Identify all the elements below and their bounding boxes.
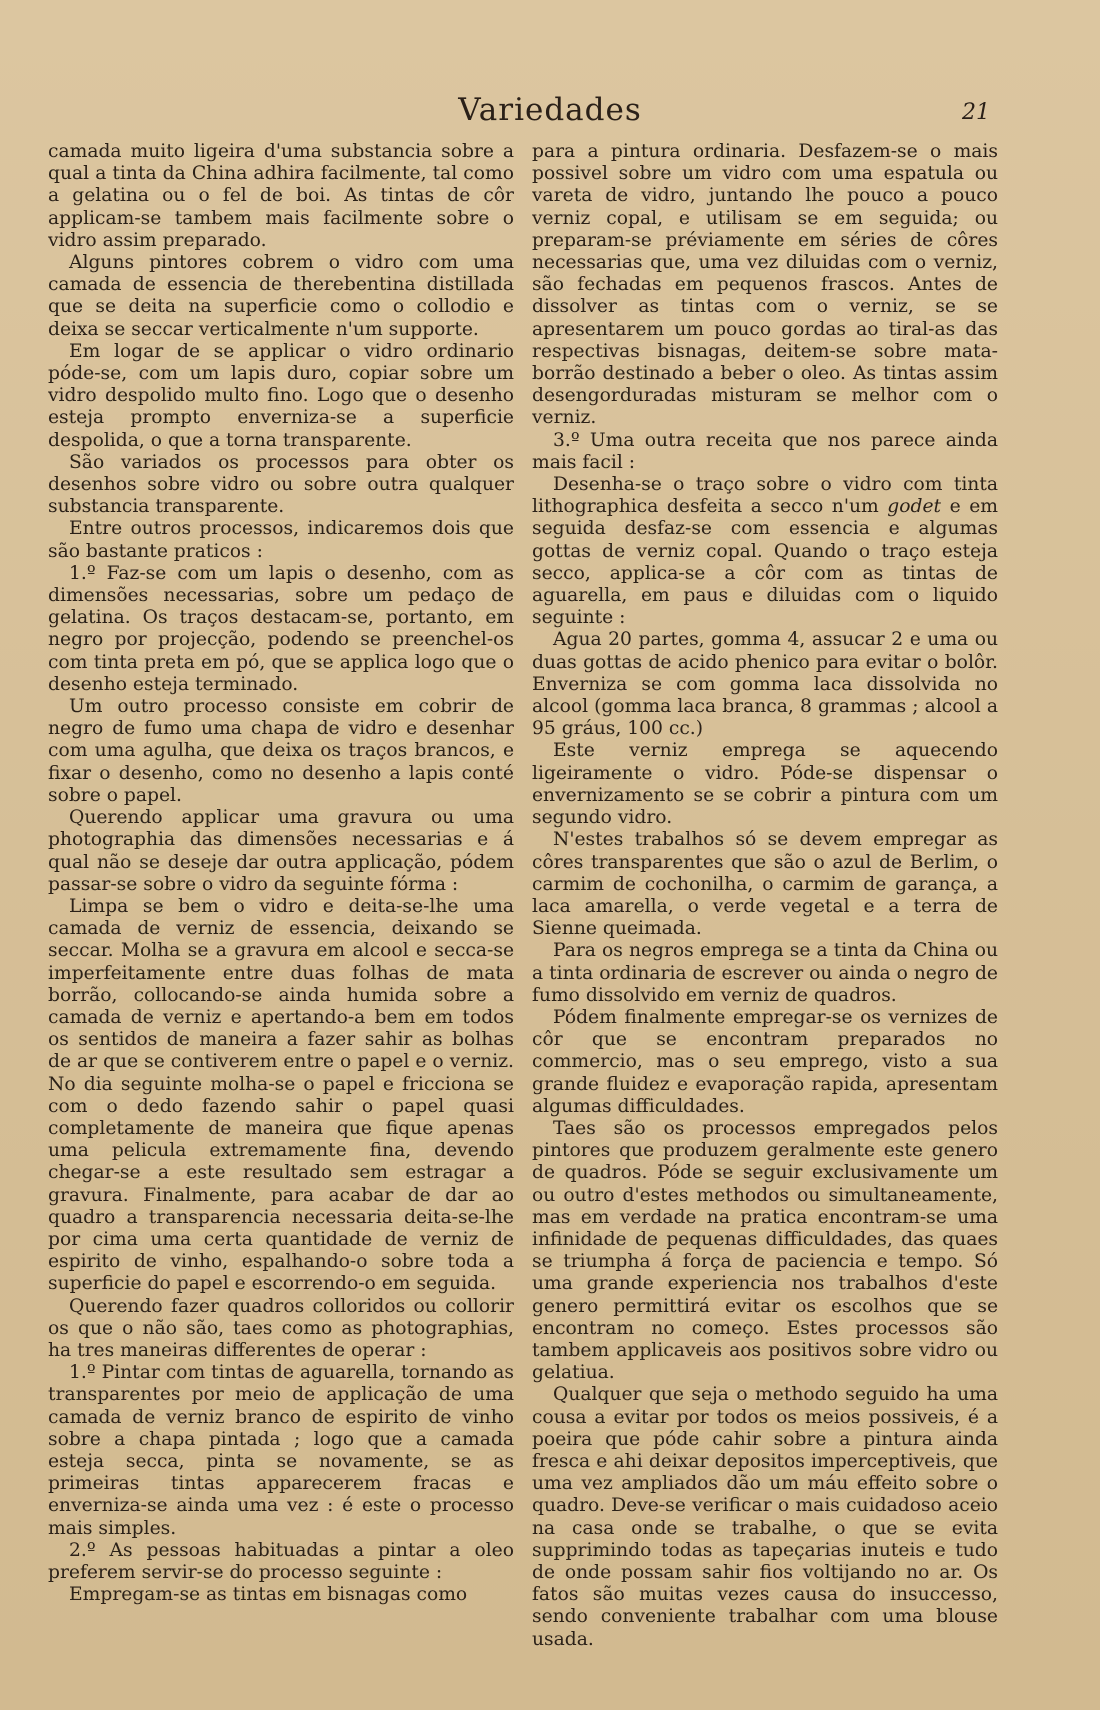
paragraph: Qualquer que seja o methodo seguido ha uma cousa a evitar por todos os meios possiveis, é a poeira que póde cahir sobre a pintura ainda fresca e ahi deixar depositos imperceptiveis, que uma vez ampliados dão um máu effeito sobre o quadro. Deve-se verificar o mais cuidadoso aceio na casa onde se trabalhe, o que se evita supprimindo todas as tapeçarias inuteis e tudo de onde possam sahir fios voltijando no ar. Os fatos são muitas vezes causa do insuccesso, sendo conveniente trabalhar com uma blouse usada. (532, 1384, 998, 1650)
italic-term: godet (887, 496, 942, 518)
paragraph: Pódem finalmente empregar-se os vernizes de côr que se encontram preparados no commercio, mas o seu emprego, visto a sua grande fluidez e evaporação rapida, apresentam algumas difficuldades. (532, 1006, 998, 1117)
paragraph: N'estes trabalhos só se devem empregar as côres transparentes que são o azul de Berlim, o carmim de cochonilha, o carmim de garança, a laca amarella, o verde vegetal e a terra de Sienne queimada. (532, 829, 998, 940)
paragraph: para a pintura ordinaria. Desfazem-se o mais possivel sobre um vidro com uma espatula ou vareta de vidro, juntando lhe pouco a pouco verniz copal, e utilisam se em seguida; ou preparam-se préviamente em séries de côres necessarias que, uma vez diluidas com o verniz, são fechadas em pequenos frascos. Antes de dissolver as tintas com o verniz, se se apresentarem um pouco gordas ao tiral-as das respectivas bisnagas, deitem-se sobre mata-borrão destinado a beber o oleo. As tintas assim desengorduradas misturam se melhor com o verniz. (532, 141, 998, 429)
paragraph: Um outro processo consiste em cobrir de negro de fumo uma chapa de vidro e desenhar com uma agulha, que deixa os traços brancos, e fixar o desenho, como no desenho a lapis conté sobre o papel. (48, 696, 514, 806)
right-text-column (532, 141, 998, 1686)
paragraph: Entre outros processos, indicaremos dois que são bastante praticos : (48, 518, 514, 562)
paragraph: Empregam-se as tintas em bisnagas como (69, 1584, 468, 1606)
paragraph: 1.º Faz-se com um lapis o desenho, com as dimensões necessarias, sobre um pedaço de gelatina. Os traços destacam-se, portanto, em negro por projecção, podendo se preenchel-os com tinta preta em pó, que se applica logo que o desenho esteja terminado. (48, 562, 514, 695)
paragraph: Desenha-se o traço sobre o vidro com tinta lithographica desfeita a secco n'um godet e em seguida desfaz-se com essencia e algumas gottas de verniz copal. Quando o traço esteja secco, applica-se a côr com as tintas de aguarella, em paus e diluidas com o liquido seguinte : (532, 474, 998, 629)
paragraph: Para os negros emprega se a tinta da China ou a tinta ordinaria de escrever ou ainda o negro de fumo dissolvido em verniz de quadros. (532, 940, 998, 1006)
paragraph: Querendo applicar uma gravura ou uma photographia das dimensões necessarias e á qual não se deseje dar outra applicação, pódem passar-se sobre o vidro da seguinte fórma : (48, 807, 514, 895)
left-text-column (48, 141, 514, 1686)
paragraph: 2.º As pessoas habituadas a pintar a oleo preferem servir-se do processo seguinte : (48, 1539, 514, 1583)
paragraph: Em logar de se applicar o vidro ordinario póde-se, com um lapis duro, copiar sobre um vidro despolido multo fino. Logo que o desenho esteja prompto enverniza-se a superficie despolida, o que a torna transparente. (48, 340, 514, 451)
paragraph: Este verniz emprega se aquecendo ligeiramente o vidro. Póde-se dispensar o envernizamento se se cobrir a pintura com um segundo vidro. (532, 740, 998, 829)
paragraph: Agua 20 partes, gomma 4, assucar 2 e uma ou duas gottas de acido phenico para evitar o bolôr. Enverniza se com gomma laca dissolvida no alcool (gomma laca branca, 8 grammas ; alcool a 95 gráus, 100 cc.) (532, 629, 998, 740)
paragraph: 1.º Pintar com tintas de aguarella, tornando as transparentes por meio de applicação de uma camada de verniz branco de espirito de vinho sobre a chapa pintada ; logo que a camada esteja secca, pinta se novamente, se as primeiras tintas apparecerem fracas e enverniza-se ainda uma vez : é este o processo mais simples. (48, 1362, 514, 1539)
paragraph: São variados os processos para obter os desenhos sobre vidro ou sobre outra qualquer substancia transparente. (48, 451, 514, 518)
paragraph: Alguns pintores cobrem o vidro com uma camada de essencia de therebentina distillada que se deita na superficie como o collodio e deixa se seccar verticalmente n'um supporte. (48, 252, 514, 340)
paragraph: Querendo fazer quadros colloridos ou collorir os que o não são, taes como as photographias, ha tres maneiras differentes de operar : (48, 1295, 514, 1361)
paragraph: Taes são os processos empregados pelos pintores que produzem geralmente este genero de quadros. Póde se seguir exclusivamente um ou outro d'estes methodos ou simultaneamente, mas em verdade na pratica encontram-se uma infinidade de pequenas difficuldades, das quaes se triumpha á força de paciencia e tempo. Só uma grande experiencia nos trabalhos d'este genero permittirá evitar os escolhos que se encontram no começo. Estes processos são tambem applicaveis aos positivos sobre vidro ou gelatiua. (532, 1117, 998, 1384)
paragraph: 3.º Uma outra receita que nos parece ainda mais facil : (532, 429, 998, 473)
page-number: 21 (962, 100, 990, 125)
paragraph: camada muito ligeira d'uma substancia sobre a qual a tinta da China adhira facilmente, tal como a gelatina ou o fel de boi. As tintas de côr applicam-se tambem mais facilmente sobre o vidro assim preparado. (48, 141, 514, 251)
paragraph: Limpa se bem o vidro e deita-se-lhe uma camada de verniz de essencia, deixando se seccar. Molha se a gravura em alcool e secca-se imperfeitamente entre duas folhas de mata borrão, collocando-se ainda humida sobre a camada de verniz e apertando-a bem em todos os sentidos de maneira a fazer sahir as bolhas de ar que se contiverem entre o papel e o verniz. No dia seguinte molha-se o papel e fricciona se com o dedo fazendo sahir o papel quasi completamente de maneira que fique apenas uma pelicula extremamente fina, devendo chegar-se a este resultado sem estragar a gravura. Finalmente, para acabar de dar ao quadro a transparencia necessaria deita-se-lhe por cima uma certa quantidade de verniz de espirito de vinho, espalhando-o sobre toda a superficie do papel e escorrendo-o em seguida. (48, 895, 514, 1295)
page-title: Variedades (458, 92, 642, 128)
